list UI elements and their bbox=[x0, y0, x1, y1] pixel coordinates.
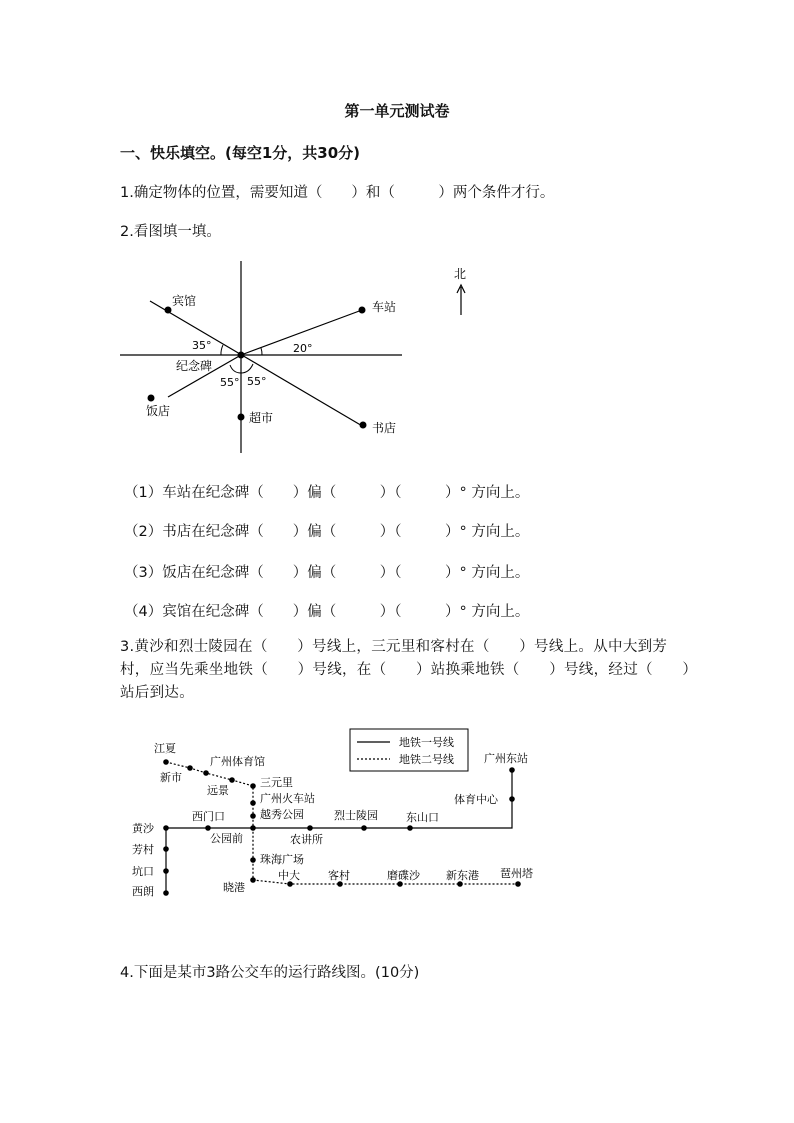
question-2-sub-1: （1）车站在纪念碑（ ）偏（ ）（ ）° 方向上。 bbox=[124, 485, 530, 501]
station-label: 公园前 bbox=[210, 832, 243, 845]
station-label: 新东港 bbox=[446, 869, 479, 882]
station-dot bbox=[457, 881, 463, 887]
label-restaurant: 饭店 bbox=[146, 404, 171, 418]
angle-arc-55-left bbox=[230, 365, 241, 373]
line2-route bbox=[166, 762, 518, 884]
station-label: 客村 bbox=[328, 869, 350, 882]
subway-map bbox=[132, 725, 550, 905]
direction-diagram bbox=[110, 255, 480, 460]
station-dot bbox=[163, 868, 169, 874]
station-label: 珠海广场 bbox=[260, 853, 304, 866]
station-label: 江夏 bbox=[154, 742, 176, 755]
station-label: 三元里 bbox=[260, 776, 293, 789]
station-label: 体育中心 bbox=[454, 793, 498, 806]
station-dot bbox=[250, 813, 256, 819]
station-dot bbox=[337, 881, 343, 887]
station-label: 西门口 bbox=[192, 810, 225, 823]
question-2-label: 2.看图填一填。 bbox=[120, 224, 221, 240]
question-2-sub-3: （3）饭店在纪念碑（ ）偏（ ）（ ）° 方向上。 bbox=[124, 565, 530, 581]
station-label: 芳村 bbox=[132, 843, 154, 856]
angle-label-55-left: 55° bbox=[220, 376, 240, 389]
station-dot bbox=[163, 759, 169, 765]
station-label: 广州东站 bbox=[484, 752, 528, 765]
question-1: 1.确定物体的位置，需要知道（ ）和（ ）两个条件才行。 bbox=[120, 185, 555, 201]
station-label: 越秀公园 bbox=[260, 808, 304, 821]
question-3: 3.黄沙和烈士陵园在（ ）号线上，三元里和客村在（ ）号线上。从中大到芳村，应当先乘坐地铁（ ）号线，在（ ）站换乘地铁（ ）号线，经过（ ）站后到达。 bbox=[120, 639, 690, 701]
station-label: 磨碟沙 bbox=[387, 869, 420, 882]
angle-arc-55-right bbox=[241, 364, 253, 373]
station-dot bbox=[509, 796, 515, 802]
station-dot bbox=[250, 783, 256, 789]
station-dot bbox=[229, 777, 235, 783]
station-label: 琶州塔 bbox=[500, 867, 533, 880]
label-hotel: 宾馆 bbox=[172, 294, 197, 308]
monument-dot bbox=[238, 352, 245, 359]
station-dot bbox=[287, 881, 293, 887]
angle-label-35: 35° bbox=[192, 339, 212, 352]
question-4: 4.下面是某市3路公交车的运行路线图。(10分) bbox=[120, 965, 420, 981]
station-dot bbox=[187, 765, 193, 771]
angle-label-55-right: 55° bbox=[247, 375, 267, 388]
station-label: 晓港 bbox=[223, 881, 245, 894]
station-dot bbox=[250, 800, 256, 806]
station-label: 广州体育馆 bbox=[210, 755, 265, 768]
angle-arc-20 bbox=[261, 348, 262, 355]
angle-arc-35 bbox=[221, 345, 223, 355]
angle-label-20: 20° bbox=[293, 342, 313, 355]
legend-line1-label: 地铁一号线 bbox=[399, 736, 454, 749]
station-dot bbox=[361, 825, 367, 831]
question-2-sub-4: （4）宾馆在纪念碑（ ）偏（ ）（ ）° 方向上。 bbox=[124, 604, 530, 620]
station-dot bbox=[250, 857, 256, 863]
station-dot bbox=[397, 881, 403, 887]
station-dot bbox=[359, 307, 366, 314]
hotel-dot bbox=[165, 307, 172, 314]
station-dot bbox=[307, 825, 313, 831]
legend-line2-label: 地铁二号线 bbox=[399, 753, 454, 766]
label-monument: 纪念碑 bbox=[176, 359, 213, 373]
supermarket-dot bbox=[238, 414, 245, 421]
section-heading: 一、快乐填空。(每空1分，共30分) bbox=[120, 144, 361, 162]
bookstore-dot bbox=[360, 422, 367, 429]
label-north: 北 bbox=[454, 267, 467, 281]
station-dot bbox=[163, 825, 169, 831]
station-dot bbox=[407, 825, 413, 831]
station-dot bbox=[250, 825, 256, 831]
label-supermarket: 超市 bbox=[249, 411, 274, 425]
station-label: 坑口 bbox=[132, 865, 154, 878]
station-label: 西朗 bbox=[132, 885, 154, 898]
label-station: 车站 bbox=[372, 300, 397, 314]
station-label: 农讲所 bbox=[290, 833, 323, 846]
station-dot bbox=[509, 767, 515, 773]
station-label: 中大 bbox=[278, 869, 300, 882]
station-dot bbox=[203, 770, 209, 776]
station-label: 烈士陵园 bbox=[334, 809, 378, 822]
station-dot bbox=[250, 877, 256, 883]
station-dot bbox=[163, 846, 169, 852]
station-dot bbox=[205, 825, 211, 831]
station-dot bbox=[163, 890, 169, 896]
station-dot bbox=[515, 881, 521, 887]
question-2-sub-2: （2）书店在纪念碑（ ）偏（ ）（ ）° 方向上。 bbox=[124, 524, 530, 540]
station-label: 广州火车站 bbox=[260, 792, 315, 805]
station-label: 黄沙 bbox=[132, 822, 154, 835]
page-title: 第一单元测试卷 bbox=[344, 102, 450, 120]
station-label: 新市 bbox=[160, 771, 182, 784]
station-label: 远景 bbox=[207, 784, 229, 797]
restaurant-dot bbox=[148, 395, 155, 402]
station-label: 东山口 bbox=[406, 811, 439, 824]
label-bookstore: 书店 bbox=[372, 421, 397, 435]
